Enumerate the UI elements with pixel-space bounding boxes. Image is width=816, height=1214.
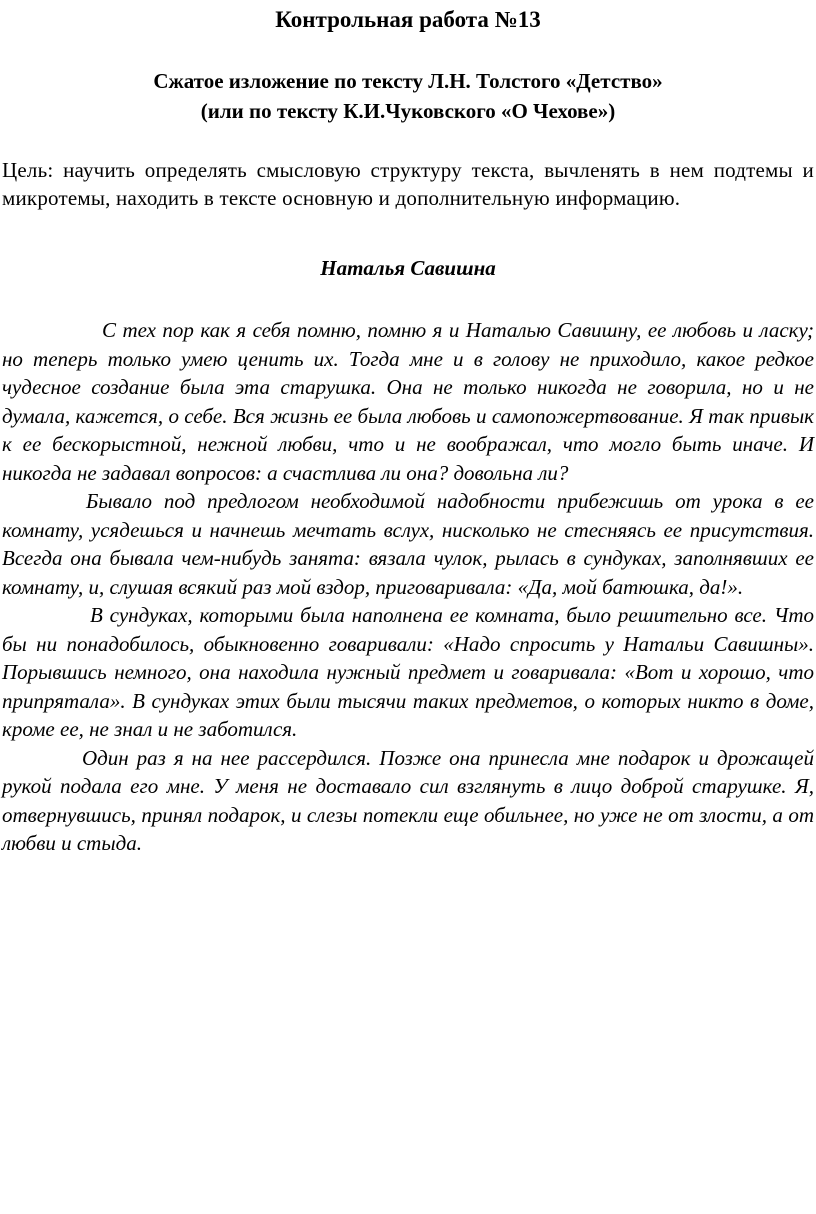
story-paragraph-1: С тех пор как я себя помню, помню я и Наталью Савишну, ее любовь и ласку; но теперь только умею ценить их. Тогда мне и в голову не приходило, какое редкое чудесное создание была эта старушка. Она не только никогда не говорила, но и не думала, кажется, о себе. Вся жизнь ее была любовь и самопожертвование. Я так привык к ее бескорыстной, нежной любви, что и не воображал, что могло быть иначе. И никогда не задавал вопросов: а счастлива ли она? довольна ли? [2,318,814,485]
story-paragraph-3: В сундуках, которыми была наполнена ее комната, было решительно все. Что бы ни понадобилось, обыкновенно говаривали: «Надо спросить у Натальи Савишны». Порывшись немного, она находила нужный предмет и говаривала: «Вот и хорошо, что припрятала». В сундуках этих были тысячи таких предметов, о которых никто в доме, кроме ее, не знал и не заботился. [2,603,814,741]
story-paragraph-4: Один раз я на нее рассердился. Позже она принесла мне подарок и дрожащей рукой подала его мне. У меня не доставало сил взглянуть в лицо доброй старушке. Я, отвернувшись, принял подарок, и слезы потекли еще обильнее, но уже не от злости, а от любви и стыда. [2,745,814,855]
subtitle-line-2: (или по тексту К.И.Чуковского «О Чехове») [200,99,616,123]
story-paragraph-2: Бывало под предлогом необходимой надобности прибежишь от урока в ее комнату, усядешься и начнешь мечтать вслух, нисколько не стесняясь ее присутствия. Всегда она бывала чем-нибудь занята: вязала чулок, рылась в сундуках, заполнявших ее комнату, и, слушая всякий раз мой вздор, приговаривала: «Да, мой батюшка, да!». [2,489,814,599]
goal-statement: Цель: научить определять смысловую структуру текста, вычленять в нем подтемы и микротемы, находить в тексте основную и дополнительную информацию. [2,158,814,210]
story-title: Наталья Савишна [320,256,496,280]
document-subtitle [2,66,814,126]
story-text [2,316,814,858]
subtitle-line-1: Сжатое изложение по тексту Л.Н. Толстого «Детство» [153,69,663,93]
document-title: Контрольная работа №13 [275,7,541,32]
